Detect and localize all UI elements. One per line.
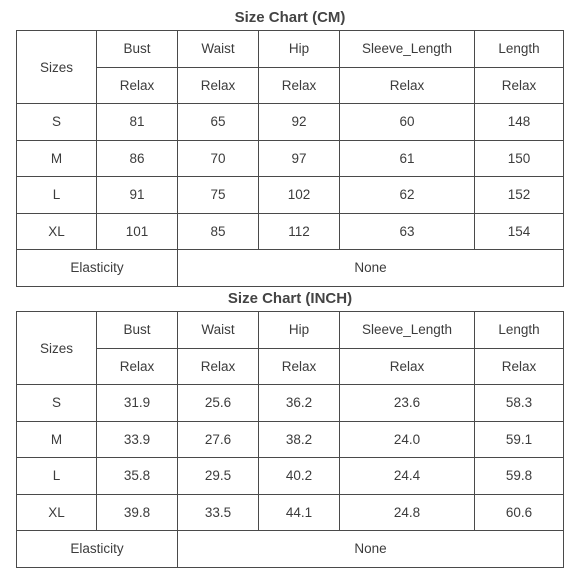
measurement-cell: 33.5 [178,494,259,531]
measurement-cell: 40.2 [259,458,340,495]
column-header: Length [475,31,564,68]
measurement-cell: 150 [475,140,564,177]
elasticity-row [17,531,564,568]
size-cell: S [17,385,97,422]
column-header: Sleeve_Length [340,31,475,68]
size-cell: M [17,140,97,177]
measurement-cell: 63 [340,213,475,250]
column-header: Length [475,312,564,349]
table-row [17,104,564,141]
column-header: Waist [178,31,259,68]
size-chart-cm [0,6,580,287]
fit-label: Relax [475,348,564,385]
column-header: Bust [97,31,178,68]
measurement-cell: 58.3 [475,385,564,422]
measurement-cell: 60 [340,104,475,141]
header-row [17,31,564,68]
size-cell: M [17,421,97,458]
fit-label: Relax [97,67,178,104]
measurement-cell: 33.9 [97,421,178,458]
measurement-cell: 97 [259,140,340,177]
table-row [17,421,564,458]
elasticity-label: Elasticity [17,250,178,287]
size-chart-inch [0,287,580,568]
measurement-cell: 38.2 [259,421,340,458]
fit-label: Relax [178,67,259,104]
measurement-cell: 152 [475,177,564,214]
chart-title: Size Chart (CM) [234,9,346,26]
measurement-cell: 24.0 [340,421,475,458]
measurement-cell: 148 [475,104,564,141]
column-header: Waist [178,312,259,349]
size-cell: XL [17,213,97,250]
column-header: Hip [259,312,340,349]
size-cell: L [17,458,97,495]
fit-row [17,348,564,385]
measurement-cell: 29.5 [178,458,259,495]
fit-label: Relax [259,67,340,104]
header-row [17,312,564,349]
measurement-cell: 39.8 [97,494,178,531]
measurement-cell: 25.6 [178,385,259,422]
measurement-cell: 81 [97,104,178,141]
column-header: Hip [259,31,340,68]
elasticity-value: None [178,531,564,568]
measurement-cell: 101 [97,213,178,250]
measurement-cell: 36.2 [259,385,340,422]
elasticity-value: None [178,250,564,287]
chart-title: Size Chart (INCH) [227,290,353,307]
size-table-cm [16,30,564,287]
measurement-cell: 61 [340,140,475,177]
fit-row [17,67,564,104]
measurement-cell: 59.1 [475,421,564,458]
measurement-cell: 44.1 [259,494,340,531]
measurement-cell: 91 [97,177,178,214]
measurement-cell: 24.8 [340,494,475,531]
elasticity-label: Elasticity [17,531,178,568]
elasticity-row [17,250,564,287]
measurement-cell: 27.6 [178,421,259,458]
fit-label: Relax [340,348,475,385]
measurement-cell: 35.8 [97,458,178,495]
fit-label: Relax [340,67,475,104]
table-row [17,177,564,214]
measurement-cell: 102 [259,177,340,214]
table-row [17,385,564,422]
measurement-cell: 112 [259,213,340,250]
table-row [17,140,564,177]
measurement-cell: 24.4 [340,458,475,495]
table-row [17,458,564,495]
measurement-cell: 92 [259,104,340,141]
table-row [17,213,564,250]
measurement-cell: 70 [178,140,259,177]
measurement-cell: 23.6 [340,385,475,422]
fit-label: Relax [178,348,259,385]
column-header: Sleeve_Length [340,312,475,349]
fit-label: Relax [259,348,340,385]
size-cell: XL [17,494,97,531]
measurement-cell: 75 [178,177,259,214]
measurement-cell: 85 [178,213,259,250]
size-cell: S [17,104,97,141]
size-table-inch [16,311,564,568]
measurement-cell: 154 [475,213,564,250]
column-header: Bust [97,312,178,349]
table-row [17,494,564,531]
fit-label: Relax [97,348,178,385]
sizes-label: Sizes [17,312,97,385]
measurement-cell: 86 [97,140,178,177]
size-cell: L [17,177,97,214]
fit-label: Relax [475,67,564,104]
measurement-cell: 60.6 [475,494,564,531]
measurement-cell: 59.8 [475,458,564,495]
sizes-label: Sizes [17,31,97,104]
measurement-cell: 62 [340,177,475,214]
measurement-cell: 31.9 [97,385,178,422]
measurement-cell: 65 [178,104,259,141]
